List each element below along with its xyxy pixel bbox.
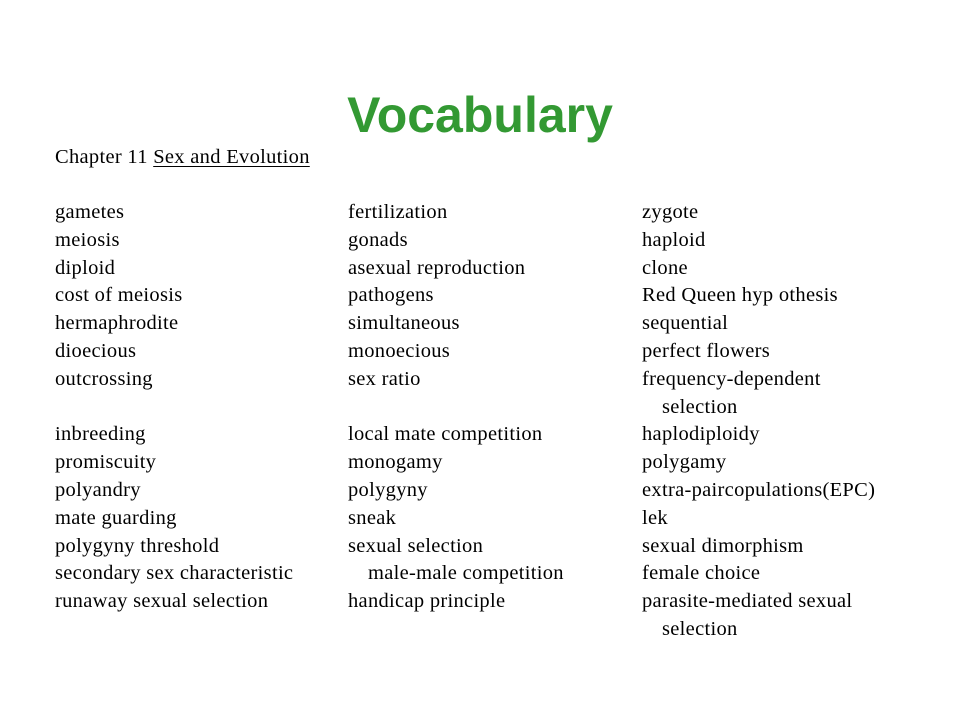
vocab-term-continuation: selection [662,617,738,640]
vocab-term: gametes [55,201,125,223]
vocab-term: sexual dimorphism [642,534,804,557]
vocab-row [55,533,945,561]
vocab-term: outcrossing [55,367,153,390]
vocab-term: female choice [642,562,761,585]
vocab-term: clone [642,256,688,279]
vocab-row [55,560,945,588]
vocab-term: inbreeding [55,423,146,446]
vocab-term: sex ratio [348,367,421,390]
vocab-term: promiscuity [55,451,157,474]
vocab-row [55,421,945,449]
vocab-block-2 [55,421,945,643]
vocab-term: local mate competition [348,423,543,446]
vocab-term: haplodiploidy [642,423,760,446]
vocab-term [348,394,642,422]
vocab-term: hermaphrodite [55,312,179,335]
slide-title: Vocabulary [347,87,613,143]
vocab-term: sequential [642,312,729,335]
vocab-row [55,588,945,616]
vocab-term: runaway sexual selection [55,590,269,613]
vocab-term: Red Queen hyp othesis [642,284,838,307]
vocab-row [55,366,945,394]
vocab-term: polyandry [55,478,141,501]
vocab-term [55,616,348,644]
vocab-term: cost of meiosis [55,284,183,307]
vocab-term [55,394,348,422]
vocab-term: frequency-dependent [642,367,821,390]
vocab-term: haploid [642,228,706,251]
chapter-number: Chapter 11 [55,146,148,168]
vocab-term: polygyny threshold [55,534,220,557]
vocab-term: polygyny [348,478,428,501]
vocab-term: asexual reproduction [348,256,526,279]
vocab-term: pathogens [348,284,434,307]
vocab-row [55,310,945,338]
vocab-term [348,616,642,644]
vocab-term: perfect flowers [642,339,771,362]
vocab-term: extra-paircopulations(EPC) [642,478,876,501]
vocab-row [55,449,945,477]
vocab-row [55,227,945,255]
vocab-row [55,505,945,533]
chapter-topic: Sex and Evolution [153,146,310,168]
vocab-row [55,616,945,644]
vocab-term: zygote [642,201,699,223]
vocab-term: parasite-mediated sexual [642,590,853,613]
vocab-term: dioecious [55,339,137,362]
vocab-row [55,477,945,505]
vocab-term: diploid [55,256,116,279]
vocab-term: monogamy [348,451,443,474]
vocab-block-1 [55,199,945,421]
vocabulary-list [55,143,945,644]
vocab-term: fertilization [348,201,448,223]
vocab-term: mate guarding [55,506,177,529]
vocab-term: gonads [348,228,408,251]
vocab-term: monoecious [348,339,451,362]
vocab-row [55,394,945,422]
vocab-row [55,338,945,366]
vocab-row [55,255,945,283]
vocab-term: lek [642,506,668,529]
vocab-row [55,199,945,227]
vocab-term: male-male competition [368,562,564,585]
vocab-term: handicap principle [348,590,506,613]
vocab-term: meiosis [55,228,120,251]
vocab-term: sexual selection [348,534,484,557]
vocab-term-continuation: selection [662,395,738,418]
vocab-row [55,282,945,310]
chapter-heading [55,143,945,171]
vocab-term: secondary sex characteristic [55,562,294,585]
vocab-term: sneak [348,506,397,529]
vocab-term: simultaneous [348,312,460,335]
vocab-term: polygamy [642,451,727,474]
